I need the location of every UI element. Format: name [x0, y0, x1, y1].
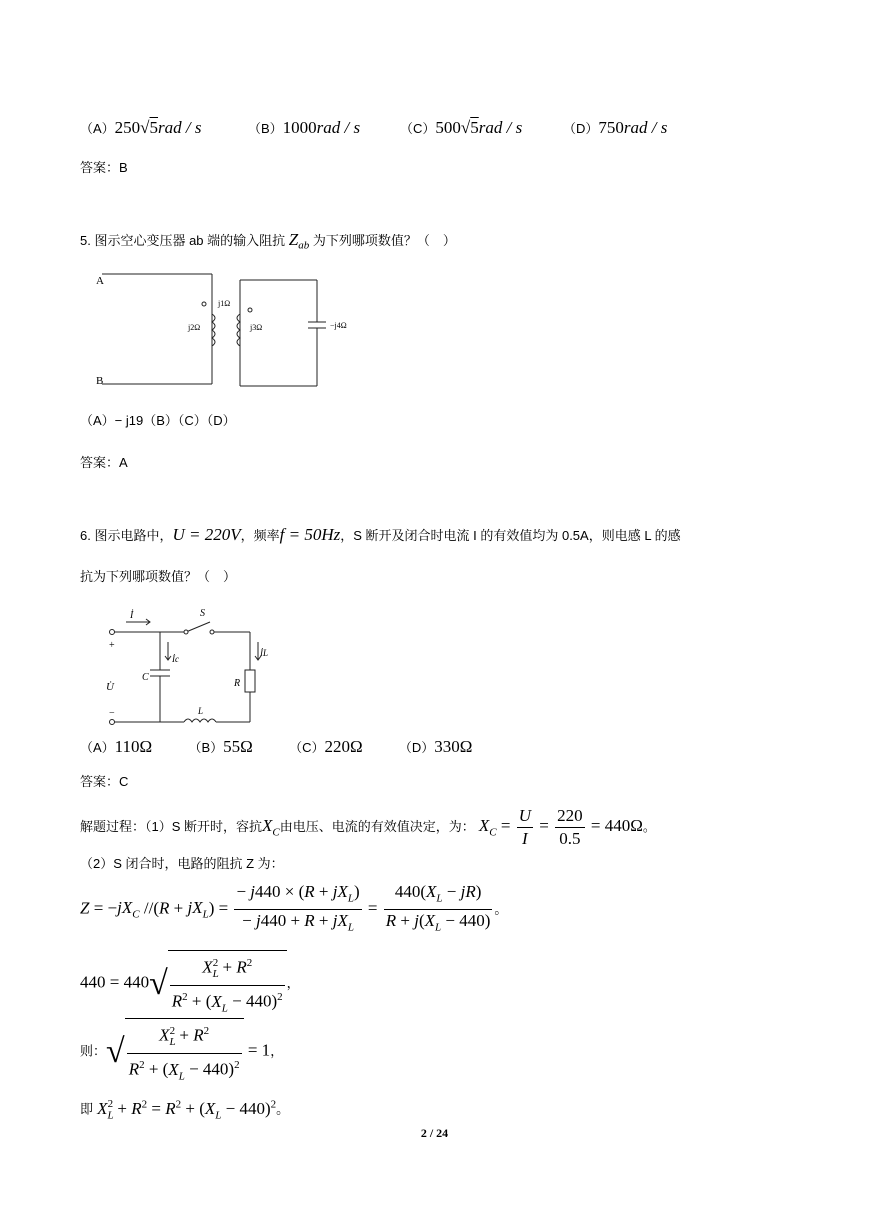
q6-option-a-value: 110Ω — [114, 737, 153, 756]
q6-option-b-label: （B） — [188, 740, 224, 755]
q6-line1-c: ，S 断开及闭合时电流 I 的有效值均为 0.5A，则电感 L 的感 — [340, 528, 681, 543]
q6-ie-label: 即 — [80, 1101, 94, 1117]
q6-label-r: R — [234, 678, 241, 689]
q6-label-c: C — [142, 672, 149, 683]
period: 。 — [276, 1101, 290, 1117]
period: 。 — [642, 819, 656, 834]
q5-label-b: B — [96, 375, 104, 387]
q6-label-minus: − — [109, 708, 115, 719]
q6-circuit-diagram — [100, 600, 269, 730]
q5-label-a: A — [96, 275, 104, 287]
q6-question-line2: 抗为下列哪项数值？（ ） — [80, 569, 237, 584]
q5-question — [80, 230, 456, 256]
option-label: （D） — [563, 121, 599, 136]
q6-f-eq: f = 50Hz — [279, 525, 341, 544]
q6-option-d-label: （D） — [398, 740, 435, 755]
q6-label-l: L — [198, 706, 204, 716]
q5-number: 5. — [80, 233, 91, 248]
q6-magnitude-equation: 440 = 440√ $\frac{X_L^2 + R^2}{R^2 + (X_L - 440)^2}$ ， — [80, 950, 300, 1018]
q4-option-c: （C）500√5rad / s — [400, 118, 523, 137]
q6-label-il: İL — [260, 648, 269, 658]
q4-option-b: （B）1000rad / s — [248, 118, 361, 137]
q6-then-label: 则： — [80, 1043, 107, 1059]
q6-label-u: U̇ — [106, 681, 114, 693]
q5-options — [80, 411, 236, 431]
q6-question-line1 — [80, 525, 681, 546]
q6-answer: 答案：C — [80, 774, 129, 789]
q4-answer: 答案：B — [80, 160, 128, 175]
q6-label-i: İ — [130, 610, 134, 621]
q5-label-j2: j2Ω — [188, 323, 201, 332]
q5-label-j1: j1Ω — [218, 299, 231, 308]
q6-number: 6. — [80, 528, 91, 543]
q4-option-d: （D）750rad / s — [563, 118, 668, 137]
q6-label-s: S — [200, 608, 205, 619]
q5-symbol: Z — [288, 230, 299, 249]
q6-options — [80, 737, 472, 759]
q5-label-j3: j3Ω — [250, 323, 263, 332]
q6-solution-step2: （2）S 闭合时，电路的阻抗 Z 为： — [80, 856, 284, 871]
q6-option-d-value: 330Ω — [434, 737, 473, 756]
q5-options-line: （A）− j19（B）（C）（D） — [80, 413, 236, 428]
q6-solution-1a: 解题过程：（1）S 断开时，容抗 — [80, 819, 263, 834]
q6-option-c-value: 220Ω — [324, 737, 363, 756]
q6-solution-step1: 解题过程：（1）S 断开时，容抗$X_C$由电压、电流的有效值决定，为： $X_C$ = $\frac{U}{I}$ = $\frac{220}{0.5}$ = 440Ω。 — [80, 806, 656, 848]
q5-symbol-sub: ab — [298, 239, 310, 252]
q6-solution-1b: 由电压、电流的有效值决定，为： — [279, 819, 475, 834]
q6-z-equation: $Z = -jX_C$ $//(R + jX_L)$ = $\frac{- j440 \times (R + jX_L)}{- j440 + R + jX_L}$ = $\frac{440(X_L - jR)}{R + j(X_L - 440)}$ 。 — [80, 882, 508, 934]
option-label: （C） — [400, 121, 436, 136]
q5-circuit-diagram — [92, 268, 352, 390]
q6-label-plus: + — [109, 640, 115, 651]
option-label: （B） — [248, 121, 283, 136]
q5-answer: 答案：A — [80, 455, 128, 470]
q6-line1-a: 图示电路中， — [94, 528, 173, 543]
period: 。 — [494, 901, 508, 917]
q6-label-ic: İc — [172, 654, 179, 664]
q6-option-b-value: 55Ω — [223, 737, 253, 756]
q6-option-c-label: （C） — [289, 740, 325, 755]
q6-line1-b: ，频率 — [240, 528, 280, 543]
q6-ie-equation: 即 $X_L^2 + R^2 = R^2 + (X_L - 440)^2$。 — [80, 1098, 290, 1122]
q5-label-cap: −j4Ω — [330, 321, 347, 330]
comma: ， — [286, 975, 300, 991]
option-label: （A） — [80, 121, 115, 136]
q4-option-a: （A）250√5rad / s — [80, 118, 202, 137]
q5-text-before: 图示空心变压器 ab 端的输入阻抗 — [94, 233, 286, 248]
q6-u-eq: U = 220V — [172, 525, 241, 544]
q5-text-after: 为下列哪项数值？（ ） — [312, 233, 456, 248]
page-number: 2 / 24 — [420, 1126, 449, 1140]
q6-option-a-label: （A） — [80, 740, 115, 755]
q6-then-equation: 则：√ $\frac{X_L^2 + R^2}{R^2 + (X_L - 440)^2}$ = 1， — [80, 1018, 283, 1086]
comma: ， — [270, 1043, 284, 1059]
